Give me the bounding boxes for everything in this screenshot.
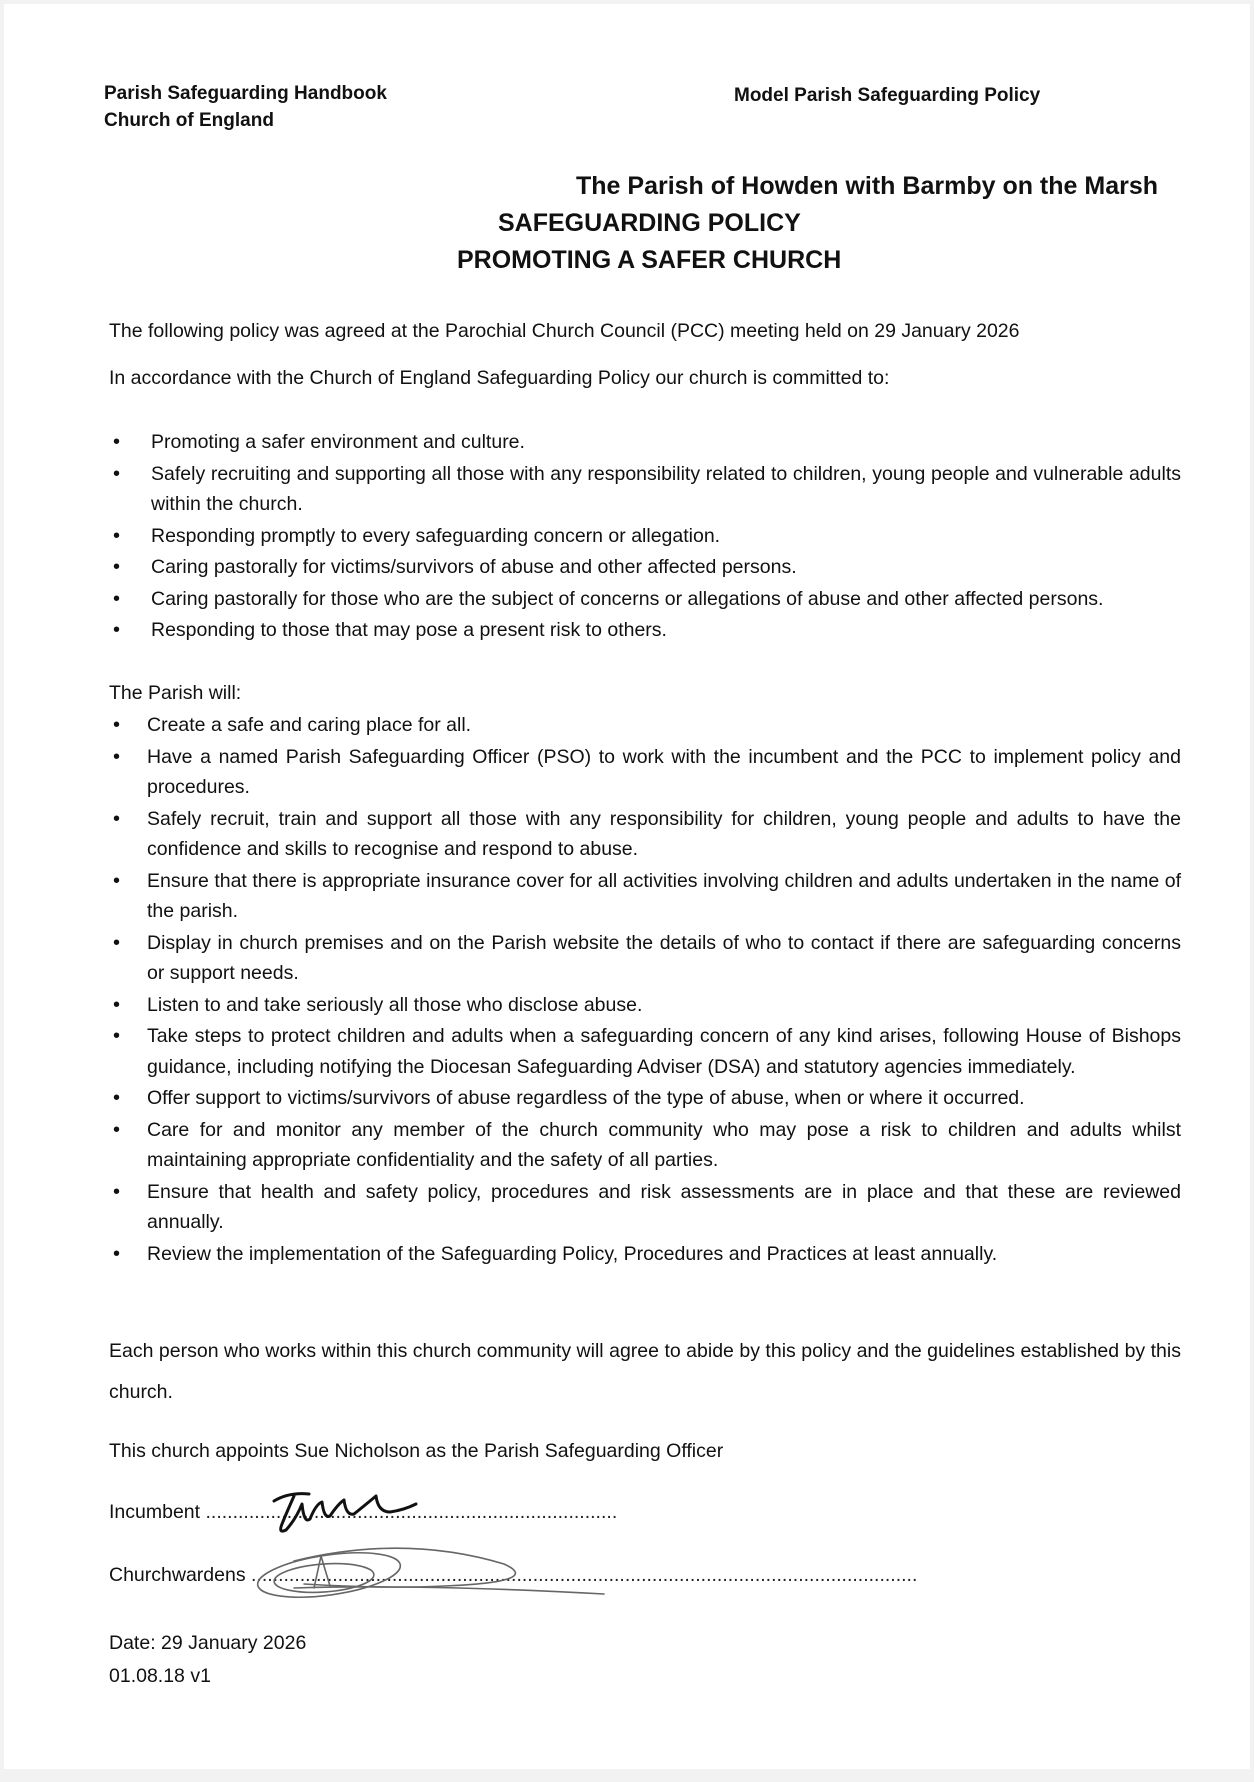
- commitment-intro: In accordance with the Church of England Safeguarding Policy our church is committed to:: [109, 367, 890, 389]
- list-item: • Create a safe and caring place for all.: [109, 710, 1181, 741]
- bullet-icon: •: [113, 807, 121, 830]
- agreement-statement: The following policy was agreed at the Parochial Church Council (PCC) meeting held on 29 January 2026: [109, 320, 1020, 342]
- policy-date: Date: 29 January 2026: [109, 1632, 307, 1654]
- handbook-title: Parish Safeguarding Handbook: [104, 83, 387, 104]
- bullet-icon: •: [113, 1025, 121, 1047]
- bullet-icon: •: [113, 524, 121, 547]
- incumbent-label: Incumbent: [109, 1501, 201, 1523]
- bullet-icon: •: [113, 1180, 121, 1203]
- bullet-icon: •: [113, 462, 121, 485]
- organisation-name: Church of England: [104, 110, 274, 131]
- bullet-icon: •: [113, 556, 121, 578]
- bullet-icon: •: [113, 931, 121, 954]
- signature-dots: ............................................................................: [205, 1501, 618, 1523]
- list-item: • Safely recruiting and supporting all those with any responsibility related to children, young people and vulnerable adults within the church.: [109, 459, 1181, 520]
- bullet-icon: •: [113, 619, 121, 641]
- list-item: • Safely recruit, train and support all those with any responsibility for children, young people and adults to have the confidence and skills to recognise and respond to abuse.: [109, 804, 1181, 865]
- bullet-icon: •: [113, 587, 121, 610]
- list-item: • Responding promptly to every safeguarding concern or allegation.: [109, 521, 1181, 552]
- header-left: [104, 80, 387, 134]
- bullet-icon: •: [113, 1087, 121, 1109]
- agreement-paragraph: Each person who works within this church community will agree to abide by this policy and the guidelines established by this church.: [109, 1340, 1181, 1403]
- document-page: [4, 4, 1250, 1769]
- list-item: • Care for and monitor any member of the church community who may pose a risk to children and adults whilst maintaining appropriate confidentiality and the safety of all parties.: [109, 1115, 1181, 1176]
- list-item: • Responding to those that may pose a present risk to others.: [109, 615, 1181, 646]
- parish-title: The Parish of Howden with Barmby on the Marsh: [576, 172, 1159, 200]
- list-item: • Promoting a safer environment and culture.: [109, 427, 1181, 458]
- commitments-list: [109, 427, 1181, 647]
- list-item: • Review the implementation of the Safeguarding Policy, Procedures and Practices at least annually.: [109, 1239, 1181, 1270]
- signature-dots: ...........................................................................................................................: [251, 1564, 918, 1586]
- bullet-icon: •: [113, 1118, 121, 1141]
- bullet-icon: •: [113, 1242, 121, 1265]
- policy-subtitle: PROMOTING A SAFER CHURCH: [457, 246, 842, 274]
- officer-appointment: This church appoints Sue Nicholson as the Parish Safeguarding Officer: [109, 1440, 724, 1462]
- list-item: • Take steps to protect children and adults when a safeguarding concern of any kind arises, following House of Bishops guidance, including notifying the Diocesan Safeguarding Adviser (DSA) and statutory agencies immediately.: [109, 1021, 1181, 1082]
- churchwardens-signature-line: [109, 1564, 917, 1587]
- list-item: • Ensure that there is appropriate insurance cover for all activities involving children and adults undertaken in the name of the parish.: [109, 866, 1181, 927]
- list-item: • Listen to and take seriously all those who disclose abuse.: [109, 990, 1181, 1021]
- policy-title: SAFEGUARDING POLICY: [498, 209, 801, 237]
- list-item: • Ensure that health and safety policy, procedures and risk assessments are in place and that these are reviewed annually.: [109, 1177, 1181, 1238]
- incumbent-signature-line: [109, 1501, 617, 1524]
- parish-will-heading: The Parish will:: [109, 682, 242, 704]
- version-number: 01.08.18 v1: [109, 1665, 211, 1687]
- list-item: • Caring pastorally for victims/survivors of abuse and other affected persons.: [109, 552, 1181, 583]
- bullet-icon: •: [113, 714, 121, 736]
- bullet-icon: •: [113, 745, 121, 768]
- header-right: Model Parish Safeguarding Policy: [734, 85, 1041, 106]
- list-item: • Offer support to victims/survivors of abuse regardless of the type of abuse, when or where it occurred.: [109, 1083, 1181, 1114]
- bullet-icon: •: [113, 993, 121, 1016]
- list-item: • Display in church premises and on the Parish website the details of who to contact if there are safeguarding concerns or support needs.: [109, 928, 1181, 989]
- list-item: • Have a named Parish Safeguarding Officer (PSO) to work with the incumbent and the PCC to implement policy and procedures.: [109, 742, 1181, 803]
- parish-will-list: [109, 710, 1181, 1270]
- bullet-icon: •: [113, 431, 121, 453]
- bullet-icon: •: [113, 869, 121, 892]
- list-item: • Caring pastorally for those who are the subject of concerns or allegations of abuse and other affected persons.: [109, 584, 1181, 615]
- churchwardens-label: Churchwardens: [109, 1564, 246, 1586]
